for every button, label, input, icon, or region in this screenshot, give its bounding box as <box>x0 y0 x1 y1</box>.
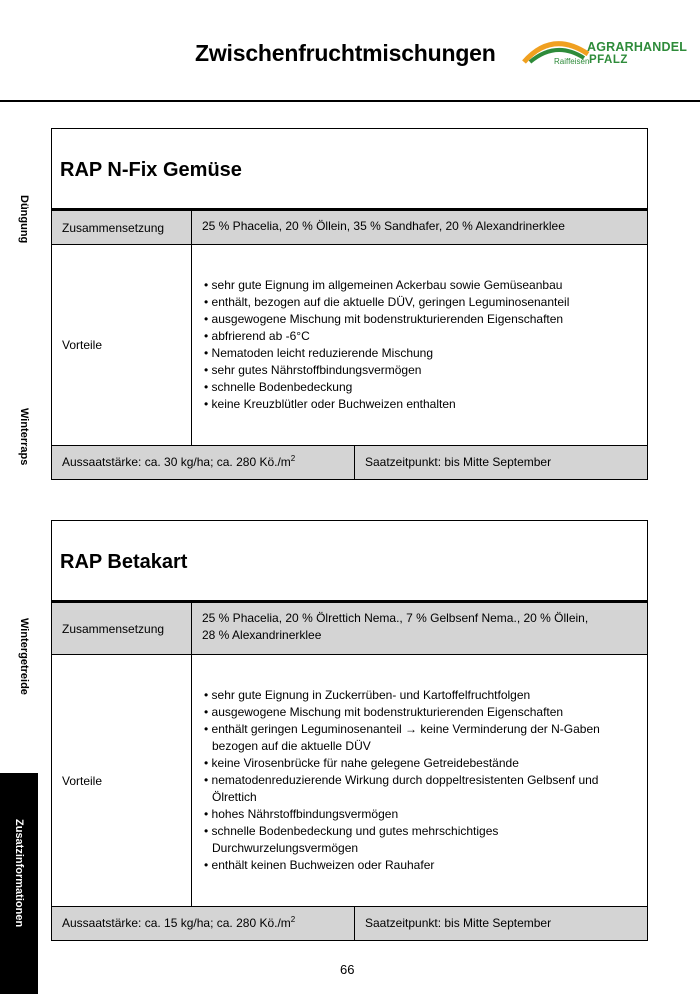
benefit-item: • enthält keinen Buchweizen oder Rauhafer <box>202 857 617 874</box>
side-tab-winterraps[interactable]: Winterraps <box>18 408 30 466</box>
composition-line: 25 % Phacelia, 20 % Ölrettich Nema., 7 % Gelbsenf Nema., 20 % Öllein, <box>202 611 589 625</box>
logo-text-pfalz: PFALZ <box>589 54 628 66</box>
logo-text-raiffeisen: Raiffeisen <box>554 57 590 66</box>
product-card <box>51 520 648 941</box>
seed-rate-unit-sup: 2 <box>290 454 296 463</box>
benefits-list <box>202 687 617 874</box>
benefits-value <box>192 655 647 906</box>
benefit-item: • abfrierend ab -6°C <box>202 328 647 345</box>
sowing-time: Saatzeitpunkt: bis Mitte September <box>365 916 552 930</box>
composition-line: 28 % Alexandrinerklee <box>202 628 322 642</box>
seed-rate <box>52 907 355 940</box>
composition-line: 25 % Phacelia, 20 % Öllein, 35 % Sandhafer, 20 % Alexandrinerklee <box>202 219 565 233</box>
header-divider <box>0 100 700 102</box>
composition-label: Zusammensetzung <box>52 211 192 244</box>
side-tab-active-label: Zusatzinformationen <box>13 819 25 928</box>
benefits-list <box>202 277 647 413</box>
product-title: RAP Betakart <box>52 521 647 603</box>
product-card <box>51 128 648 480</box>
seed-rate-text: Aussaatstärke: ca. 15 kg/ha; ca. 280 Kö./m <box>62 916 291 930</box>
benefit-item: • schnelle Bodenbedeckung <box>202 379 647 396</box>
logo-text-agrarhandel: AGRARHANDEL <box>587 40 688 54</box>
composition-label: Zusammensetzung <box>52 603 192 654</box>
page-title: Zwischenfruchtmischungen <box>195 40 496 66</box>
benefit-item: • schnelle Bodenbedeckung und gutes mehrschichtiges Durchwurzelungsvermögen <box>202 823 617 857</box>
composition-value <box>192 211 647 244</box>
side-tab-zusatzinformationen[interactable] <box>0 773 38 994</box>
composition-row <box>52 603 647 655</box>
benefit-item: • Nematoden leicht reduzierende Mischung <box>202 345 647 362</box>
seed-rate <box>52 446 355 479</box>
benefits-label: Vorteile <box>52 655 192 906</box>
side-tab-duengung[interactable]: Düngung <box>18 195 30 244</box>
composition-value <box>192 603 647 654</box>
benefit-item: • sehr gute Eignung in Zuckerrüben- und Kartoffelfruchtfolgen <box>202 687 617 704</box>
benefit-item: • enthält geringen Leguminosenanteil → keine Verminderung der N-Gaben bezogen auf die aktuelle DÜV <box>202 721 617 755</box>
benefits-row <box>52 655 647 907</box>
company-logo <box>522 36 687 74</box>
side-tab-wintergetreide[interactable]: Wintergetreide <box>18 618 30 695</box>
benefits-label: Vorteile <box>52 245 192 445</box>
seed-rate-text: Aussaatstärke: ca. 30 kg/ha; ca. 280 Kö./m <box>62 455 291 469</box>
benefit-item: • hohes Nährstoffbindungsvermögen <box>202 806 617 823</box>
seeding-row <box>52 446 647 479</box>
benefit-item: • keine Kreuzblütler oder Buchweizen enthalten <box>202 396 647 413</box>
page-number: 66 <box>340 962 355 977</box>
composition-row <box>52 211 647 245</box>
seed-rate-unit-sup: 2 <box>290 915 296 924</box>
benefit-item: • ausgewogene Mischung mit bodenstrukturierenden Eigenschaften <box>202 704 617 721</box>
sowing-time: Saatzeitpunkt: bis Mitte September <box>365 455 552 469</box>
benefit-item: • keine Virosenbrücke für nahe gelegene Getreidebestände <box>202 755 617 772</box>
benefit-item: • ausgewogene Mischung mit bodenstrukturierenden Eigenschaften <box>202 311 647 328</box>
seeding-row <box>52 907 647 940</box>
benefit-item: • sehr gutes Nährstoffbindungsvermögen <box>202 362 647 379</box>
benefit-item: • enthält, bezogen auf die aktuelle DÜV, geringen Leguminosenanteil <box>202 294 647 311</box>
benefits-value <box>192 245 647 445</box>
benefits-row <box>52 245 647 446</box>
benefit-item: • nematodenreduzierende Wirkung durch doppeltresistenten Gelbsenf und Ölrettich <box>202 772 617 806</box>
benefit-item: • sehr gute Eignung im allgemeinen Ackerbau sowie Gemüseanbau <box>202 277 647 294</box>
product-title: RAP N-Fix Gemüse <box>52 129 647 211</box>
